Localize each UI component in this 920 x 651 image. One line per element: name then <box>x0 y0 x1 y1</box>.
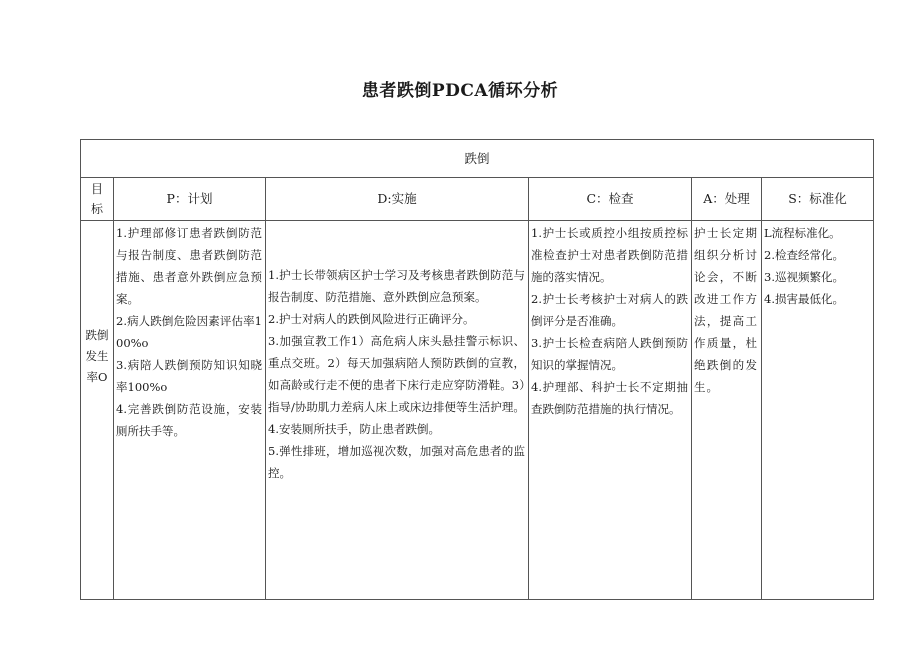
do-item: 5.弹性排班，增加巡视次数，加强对高危患者的监控。 <box>268 444 525 480</box>
plan-item: 1.护理部修订患者跌倒防范与报告制度、患者跌倒防范措施、患者意外跌倒应急预案。 <box>116 226 262 306</box>
plan-cell <box>114 221 266 600</box>
standardize-item: L流程标准化。 <box>764 226 841 240</box>
standardize-item: 3.巡视频繁化。 <box>764 270 844 284</box>
plan-column-header: P：计划 <box>114 178 266 221</box>
page-title: 患者跌倒PDCA循环分析 <box>361 81 559 101</box>
pdca-table <box>80 139 874 600</box>
standardize-item: 2.检查经常化。 <box>764 248 844 262</box>
column-header-row <box>81 178 874 221</box>
table-header-row <box>81 140 874 178</box>
goal-column-header <box>81 178 114 221</box>
act-cell <box>692 221 762 600</box>
do-item: 3.加强宣教工作1）高危病人床头悬挂警示标识、重点交班。2）每天加强病陪人预防跌倒的宣教，如高龄或行走不便的患者下床行走应穿防滑鞋。3）指导/协助肌力差病人床上或床边排便等生活护理。 <box>268 334 525 414</box>
check-cell <box>529 221 692 600</box>
table-row <box>81 221 874 600</box>
act-text: 护士长定期组织分析讨论会，不断改进工作方法，提高工作质量，杜绝跌倒的发生。 <box>694 226 758 394</box>
goal-label-line: 目 <box>90 182 103 196</box>
goal-cell <box>81 221 114 600</box>
plan-item: 3.病陪人跌倒预防知识知晓率100%o <box>116 358 262 394</box>
goal-label-line: 标 <box>90 202 103 216</box>
table-header: 跌倒 <box>81 140 874 178</box>
plan-item: 2.病人跌倒危险因素评估率100%o <box>116 314 262 350</box>
check-item: 1.护士长或质控小组按质控标准检查护士对患者跌倒防范措施的落实情况。 <box>531 226 688 284</box>
check-item: 3.护士长检查病陪人跌倒预防知识的掌握情况。 <box>531 336 688 372</box>
standardize-cell <box>762 221 874 600</box>
plan-item: 4.完善跌倒防范设施，安装厕所扶手等。 <box>116 402 262 438</box>
check-column-header: C：检查 <box>529 178 692 221</box>
do-item: 2.护士对病人的跌倒风险进行正确评分。 <box>268 312 475 326</box>
standardize-item: 4.损害最低化。 <box>764 292 844 306</box>
do-cell <box>266 221 529 600</box>
do-item: 4.安装厕所扶手，防止患者跌倒。 <box>268 422 440 436</box>
standardize-column-header: S：标准化 <box>762 178 874 221</box>
goal-line: 跌倒 <box>85 328 109 342</box>
check-item: 2.护士长考核护士对病人的跌倒评分是否准确。 <box>531 292 688 328</box>
act-column-header: A：处理 <box>692 178 762 221</box>
goal-line: 率O <box>86 370 108 384</box>
check-item: 4.护理部、科护士长不定期抽查跌倒防范措施的执行情况。 <box>531 380 688 416</box>
do-column-header: D:实施 <box>266 178 529 221</box>
do-item: 1.护士长带领病区护士学习及考核患者跌倒防范与报告制度、防范措施、意外跌倒应急预案。 <box>268 268 525 304</box>
goal-line: 发生 <box>85 349 109 363</box>
